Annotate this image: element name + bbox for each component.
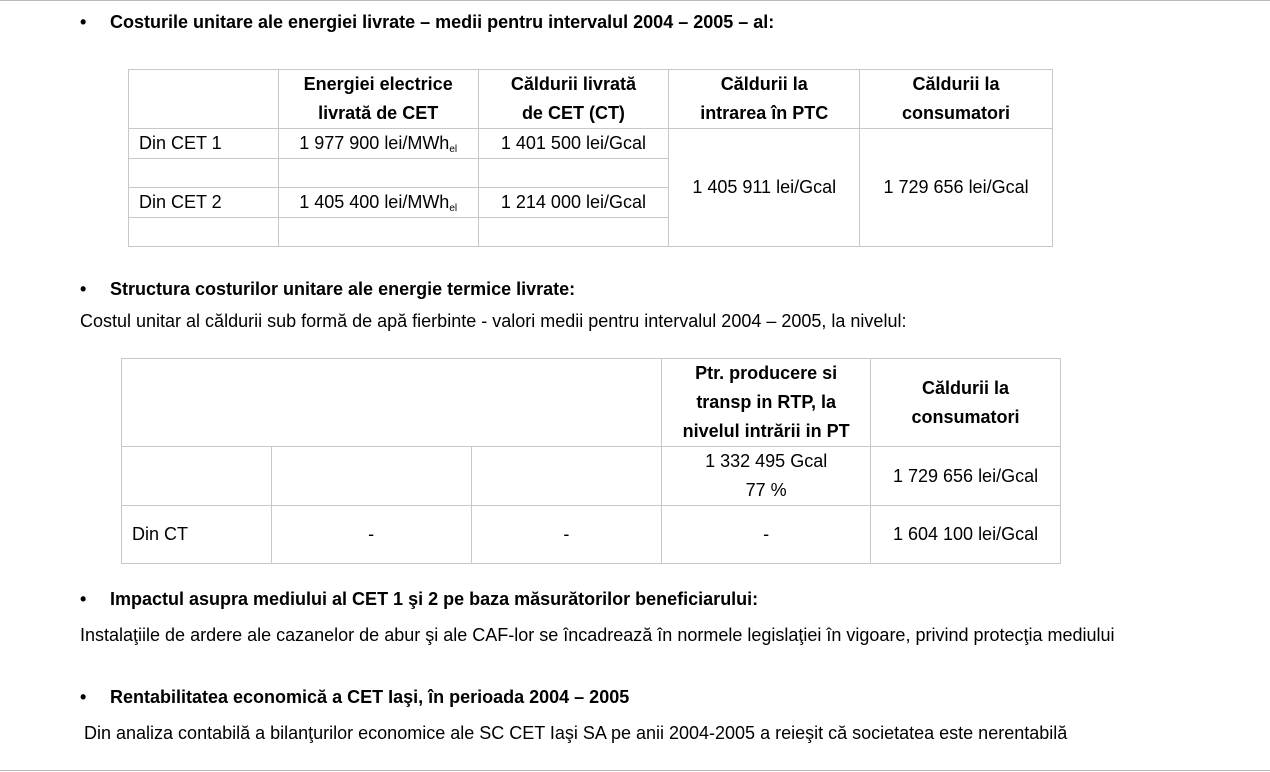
ptc-cost: 1 405 911 lei/Gcal (669, 129, 860, 247)
table-row (129, 129, 1053, 159)
page-bottom-rule (0, 770, 1270, 771)
row-label: Din CET 1 (129, 129, 279, 159)
consumer-cost: 1 604 100 lei/Gcal (871, 506, 1061, 564)
header-heat-consumer: Căldurii la consumatori (871, 359, 1061, 447)
header-heat-consumer: Căldurii la consumatori (860, 70, 1053, 129)
table-row (122, 447, 1061, 506)
cell-dash: - (471, 506, 662, 564)
cell-dash: - (271, 506, 471, 564)
header-empty-cell (122, 359, 662, 447)
header-heat-cet: Căldurii livrată de CET (CT) (478, 70, 669, 129)
section1-heading (80, 12, 774, 33)
production-value: 1 332 495 Gcal 77 % (662, 447, 871, 506)
section4-heading: • Rentabilitatea economică a CET Iaşi, în perioada 2004 – 2005 (80, 687, 630, 707)
unit-cost-table (128, 69, 1053, 247)
section1-heading-text: Costurile unitare ale energiei livrate – medii pentru intervalul 2004 – 2005 – al: (110, 12, 775, 32)
heat-cost: 1 214 000 lei/Gcal (478, 188, 669, 218)
table-header-row (122, 359, 1061, 447)
page-top-rule (0, 0, 1270, 1)
heat-cost: 1 401 500 lei/Gcal (478, 129, 669, 159)
consumer-cost: 1 729 656 lei/Gcal (871, 447, 1061, 506)
row-label: Din CET 2 (129, 188, 279, 218)
section2-intro: Costul unitar al căldurii sub formă de apă fierbinte - valori medii pentru intervalul 2004 – 2005, la nivelul: (80, 311, 907, 331)
electric-cost: 1 977 900 lei/MWh$_{el}$ (278, 129, 478, 159)
heat-structure-table (121, 358, 1061, 564)
section3-text: Instalaţiile de ardere ale cazanelor de abur şi ale CAF-lor se încadrează în normele legislaţiei în vigoare, privind protecţia mediului (80, 625, 1115, 645)
table-header-row (129, 70, 1053, 129)
header-heat-ptc: Căldurii la intrarea în PTC (669, 70, 860, 129)
header-production: Ptr. producere si transp in RTP, la nivelul intrării in PT (662, 359, 871, 447)
consumer-cost: 1 729 656 lei/Gcal (860, 129, 1053, 247)
section4-text: Din analiza contabilă a bilanţurilor economice ale SC CET Iaşi SA pe anii 2004-2005 a reieşit că societatea este nerentabilă (84, 723, 1068, 743)
electric-cost: 1 405 400 lei/MWh$_{el}$ (278, 188, 478, 218)
bullet: • (80, 12, 87, 32)
section4-heading-text: Rentabilitatea economică a CET Iaşi, în perioada 2004 – 2005 (110, 687, 630, 707)
table-row (122, 506, 1061, 564)
section3-heading-text: Impactul asupra mediului al CET 1 şi 2 pe baza măsurătorilor beneficiarului: (110, 589, 759, 609)
header-electric: Energiei electrice livrată de CET (278, 70, 478, 129)
row-label: Din CT (122, 506, 272, 564)
section3-heading: • Impactul asupra mediului al CET 1 şi 2 pe baza măsurătorilor beneficiarului: (80, 589, 759, 609)
section2-heading: • Structura costurilor unitare ale energie termice livrate: (80, 279, 576, 299)
section2-heading-text: Structura costurilor unitare ale energie termice livrate: (110, 279, 576, 299)
header-empty-cell (129, 70, 279, 129)
cell-dash: - (662, 506, 871, 564)
